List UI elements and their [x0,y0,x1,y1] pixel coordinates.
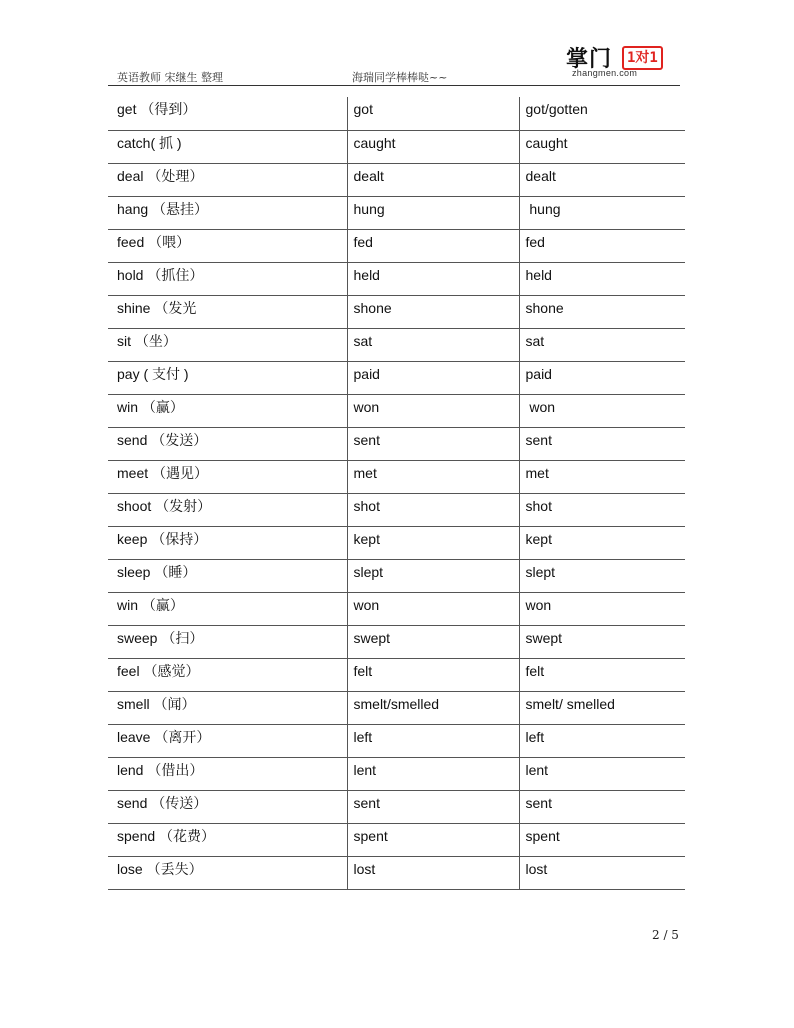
past-tense-cell: sent [347,790,519,823]
base-form-cell: shoot （发射） [108,493,347,526]
table-row [108,229,685,262]
past-participle-cell: slept [519,559,685,592]
header-caption: 海瑞同学棒棒哒~~ [352,71,448,84]
table-row [108,427,685,460]
table-row [108,691,685,724]
table-row [108,790,685,823]
past-participle-cell: sat [519,328,685,361]
past-tense-cell: shot [347,493,519,526]
table-row [108,130,685,163]
past-participle-cell: met [519,460,685,493]
past-participle-cell: won [519,592,685,625]
past-participle-cell: dealt [519,163,685,196]
table-row [108,592,685,625]
past-participle-cell: hung [519,196,685,229]
table-row [108,823,685,856]
table-row [108,526,685,559]
past-tense-cell: slept [347,559,519,592]
past-participle-cell: sent [519,427,685,460]
table-row [108,460,685,493]
base-form-cell: feed （喂） [108,229,347,262]
past-tense-cell: lost [347,856,519,889]
past-participle-cell: shot [519,493,685,526]
past-participle-cell: smelt/ smelled [519,691,685,724]
base-form-cell: sit （坐） [108,328,347,361]
table-row [108,262,685,295]
base-form-cell: meet （遇见） [108,460,347,493]
header-divider [108,85,680,86]
past-tense-cell: got [347,97,519,130]
past-tense-cell: felt [347,658,519,691]
base-form-cell: keep （保持） [108,526,347,559]
past-participle-cell: paid [519,361,685,394]
past-participle-cell: kept [519,526,685,559]
base-form-cell: lend （借出） [108,757,347,790]
base-form-cell: sleep （睡） [108,559,347,592]
past-tense-cell: sat [347,328,519,361]
past-tense-cell: won [347,592,519,625]
logo-badge: 1对1 [622,46,663,70]
table-row [108,163,685,196]
table-row [108,856,685,889]
past-tense-cell: lent [347,757,519,790]
past-participle-cell: lent [519,757,685,790]
past-participle-cell: shone [519,295,685,328]
base-form-cell: win （赢） [108,592,347,625]
base-form-cell: spend （花费） [108,823,347,856]
verb-table [108,97,685,890]
base-form-cell: get （得到） [108,97,347,130]
base-form-cell: lose （丢失） [108,856,347,889]
past-participle-cell: won [519,394,685,427]
past-participle-cell: left [519,724,685,757]
past-participle-cell: lost [519,856,685,889]
past-tense-cell: shone [347,295,519,328]
page-number: 2 / 5 [652,928,679,942]
past-tense-cell: paid [347,361,519,394]
logo-text: 掌门 [566,47,613,72]
past-tense-cell: won [347,394,519,427]
table-row [108,493,685,526]
table-row [108,658,685,691]
past-tense-cell: swept [347,625,519,658]
base-form-cell: catch( 抓 ) [108,130,347,163]
base-form-cell: send （传送） [108,790,347,823]
past-tense-cell: smelt/smelled [347,691,519,724]
past-participle-cell: swept [519,625,685,658]
past-tense-cell: left [347,724,519,757]
logo-url: zhangmen.com [572,68,638,78]
past-participle-cell: got/gotten [519,97,685,130]
table-row [108,361,685,394]
table-row [108,97,685,130]
table-row [108,196,685,229]
table-row [108,394,685,427]
past-tense-cell: spent [347,823,519,856]
brand-logo [566,42,676,82]
table-row [108,559,685,592]
past-participle-cell: felt [519,658,685,691]
base-form-cell: hold （抓住） [108,262,347,295]
past-participle-cell: held [519,262,685,295]
table-row [108,724,685,757]
past-tense-cell: kept [347,526,519,559]
past-tense-cell: dealt [347,163,519,196]
past-tense-cell: fed [347,229,519,262]
page-header [108,40,680,86]
table-row [108,328,685,361]
past-participle-cell: sent [519,790,685,823]
header-author: 英语教师 宋继生 整理 [117,71,223,84]
table-row [108,625,685,658]
past-tense-cell: sent [347,427,519,460]
past-tense-cell: held [347,262,519,295]
past-tense-cell: caught [347,130,519,163]
past-tense-cell: hung [347,196,519,229]
base-form-cell: sweep （扫） [108,625,347,658]
past-participle-cell: spent [519,823,685,856]
table-row [108,757,685,790]
base-form-cell: hang （悬挂） [108,196,347,229]
base-form-cell: leave （离开） [108,724,347,757]
base-form-cell: send （发送） [108,427,347,460]
table-row [108,295,685,328]
base-form-cell: feel （感觉） [108,658,347,691]
base-form-cell: smell （闻） [108,691,347,724]
past-participle-cell: fed [519,229,685,262]
base-form-cell: win （赢） [108,394,347,427]
past-tense-cell: met [347,460,519,493]
base-form-cell: pay ( 支付 ) [108,361,347,394]
past-participle-cell: caught [519,130,685,163]
base-form-cell: shine （发光 [108,295,347,328]
base-form-cell: deal （处理） [108,163,347,196]
